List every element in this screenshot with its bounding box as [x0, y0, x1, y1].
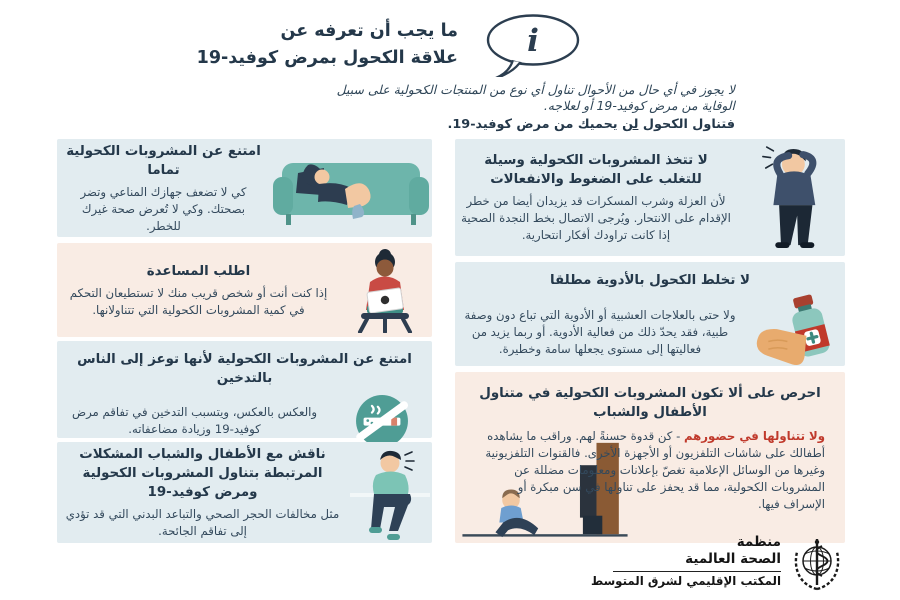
card-abstain-completely [57, 139, 432, 237]
card-body: مثل مخالفات الحجر الصحي والتباعد البدني التي قد تؤدي إلى تفاقم الجائحة. [65, 507, 340, 539]
card-title: احرص على ألا تكون المشروبات الكحولية في متناول الأطفال والشباب [479, 386, 821, 421]
card-title: اطلب المساعدة [146, 263, 251, 279]
card-ask-for-help [57, 243, 432, 337]
page-title-line1: ما يجب أن تعرفه عن [280, 21, 458, 41]
who-emblem-icon [789, 536, 845, 596]
footer-divider [613, 571, 781, 572]
emphasis-underline: لن [622, 117, 639, 133]
who-footer [591, 534, 845, 596]
card-discuss-with-children [57, 442, 432, 543]
woman-resting-on-couch-illustration [270, 143, 432, 233]
card-text [57, 258, 340, 323]
card-title: امتنع عن المشروبات الكحولية لأنها توعز إلى الناس بالتدخين [77, 352, 412, 387]
card-text [57, 441, 348, 544]
card-body: كي لا تضعف جهازك المناعي وتضر بصحتك. وكي لا تُعرض صحة غيرك للخطر. [80, 184, 247, 233]
card-not-coping-tool [455, 139, 845, 256]
card-keep-away-from-children [455, 372, 845, 543]
card-no-mixing-medicines [455, 262, 845, 366]
card-text [455, 147, 737, 248]
card-body-wrap [455, 303, 745, 362]
who-name-line1: منظمة [736, 534, 781, 550]
card-body: ولا حتى بالعلاجات العشبية أو الأدوية التي تباع دون وصفة طبية، فقد يحدّ ذلك من فعالية الأدوية. أو ربما يزيد من فعاليتها إلى مستوى يجعلها سامة وخطيرة. [464, 307, 736, 356]
card-body: والعكس بالعكس، ويتسبب التدخين في تفاقم مرض كوفيد-19 وزيادة مضاعفاته. [71, 405, 318, 437]
card-body-wrap [57, 400, 332, 442]
page-title [197, 18, 458, 72]
stressed-man-illustration [737, 142, 845, 254]
card-title: ناقش مع الأطفال والشباب المشكلات المرتبطة بتناول المشروبات الكحولية ومرض كوفيد-19 [79, 446, 326, 501]
regional-office-label: المكتب الإقليمي لشرق المتوسط [590, 573, 781, 588]
who-name-line2: الصحة العالمية [685, 550, 781, 567]
card-body-highlight: ولا تتناولها في حضورهم [684, 429, 825, 444]
card-smoking-link [57, 341, 432, 438]
svg-text:i: i [527, 23, 539, 59]
card-title: لا تتخذ المشروبات الكحولية وسيلة للتغلب على الضغوط والانفعالات [484, 153, 708, 188]
info-speech-bubble-icon [483, 13, 583, 77]
man-talking-seated-illustration [348, 445, 432, 543]
page-title-line2: علاقة الكحول بمرض كوفيد-19 [196, 48, 458, 69]
card-title: لا تخلط الكحول بالأدوية مطلقا [549, 273, 750, 288]
card-text [57, 138, 270, 239]
woman-with-laptop-illustration [340, 247, 432, 333]
card-body: لأن العزلة وشرب المسكرات قد يزيدان أيضا من خطر الإقدام على الانتحار. ويُرجى الاتصال بخط النجدة الصحية إذا كانت تراودك أفكار انتحارية. [461, 194, 731, 243]
intro-line-3: فتناول الكحول لن يحميك من مرض كوفيد-19. [447, 117, 735, 133]
card-title: امتنع عن المشروبات الكحولية تماما [66, 143, 261, 178]
who-footer-text [591, 534, 781, 588]
card-body: ولا تتناولها في حضورهم - كن قدوة حسنةً لهم. وراقب ما يشاهده أطفالك على شاشات التلفزيون أو الأجهزة الأخرى. فالقنوات التلفزيونية وغيرها من الوسائل الإعلامية تغصّ بإعلانات ومعلومات مضللة عن المشروبات الكحولية، مما قد يحفز على تناولها في سن مبكرة أو الإسراف فيها. [485, 429, 825, 511]
intro-line-1: لا يجوز في أي حال من الأحوال تناول أي نوع من المنتجات الكحولية على سبيل [336, 82, 735, 97]
intro-line-2: الوقاية من مرض كوفيد-19 أو لعلاجه. [543, 98, 735, 114]
card-body: إذا كنت أنت أو شخص قريب منك لا تستطيعان التحكم في كمية المشروبات الكحولية التي تتناولانها. [69, 285, 328, 317]
hand-holding-medicine-bottle-illustration [745, 292, 845, 372]
intro-paragraph [337, 82, 735, 134]
